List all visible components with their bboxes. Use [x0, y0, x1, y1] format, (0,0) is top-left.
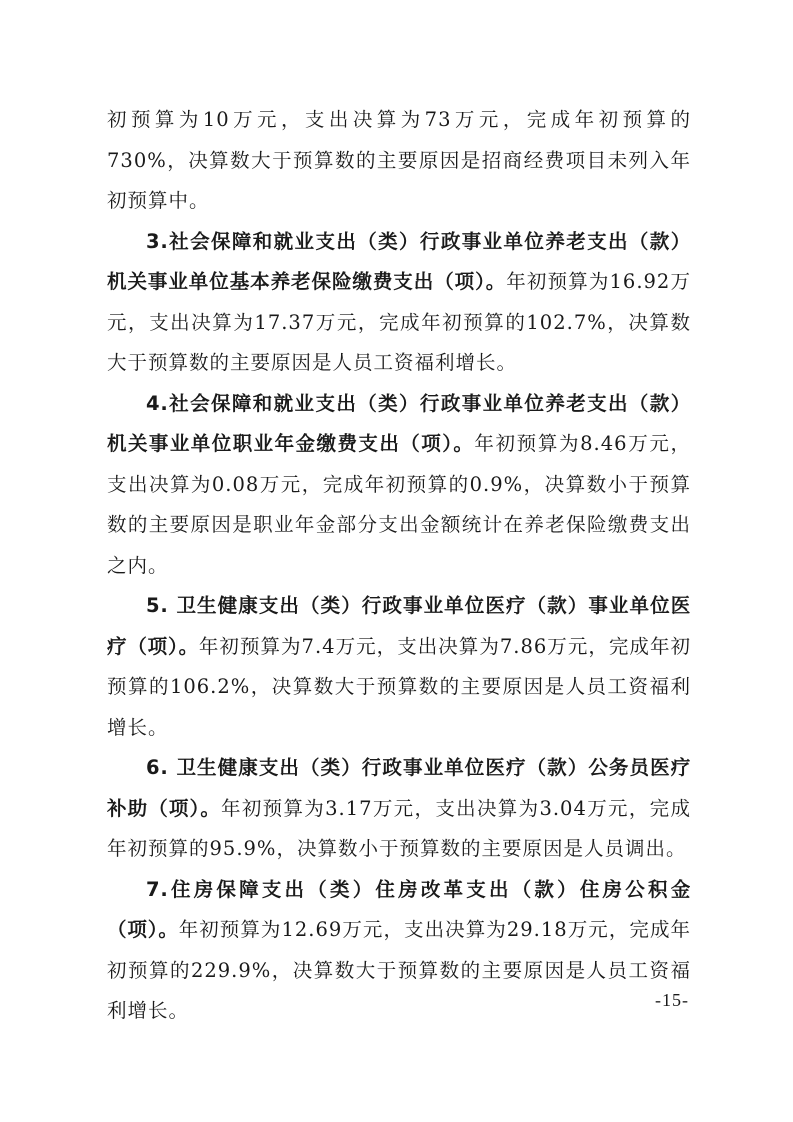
paragraph-item-6	[107, 748, 691, 870]
paragraph-body: 初预算为10万元，支出决算为73万元，完成年初预算的730%，决算数大于预算数的主要原因是招商经费项目未列入年初预算中。	[107, 108, 691, 212]
paragraph-heading: 7.住房保障支出（类）住房改革支出（款）住房公积金（项）。	[107, 877, 691, 941]
paragraph-heading: 5. 卫生健康支出（类）行政事业单位医疗（款）事业单位医疗（项）。	[107, 594, 691, 658]
paragraph-continuation	[107, 100, 691, 222]
paragraph-item-7	[107, 870, 691, 1032]
paragraph-body: 年初预算为3.17万元，支出决算为3.04万元，完成年初预算的95.9%，决算数小于预算数的主要原因是人员调出。	[107, 796, 691, 860]
paragraph-body: 年初预算为7.4万元，支出决算为7.86万元，完成年初预算的106.2%，决算数大于预算数的主要原因是人员工资福利增长。	[107, 634, 691, 739]
paragraph-heading: 6. 卫生健康支出（类）行政事业单位医疗（款）公务员医疗补助（项）。	[107, 756, 691, 820]
paragraph-item-3	[107, 222, 691, 384]
paragraph-item-5	[107, 586, 691, 748]
page-number: -15-	[655, 990, 689, 1010]
paragraph-body: 年初预算为8.46万元，支出决算为0.08万元，完成年初预算的0.9%，决算数小于预算数的主要原因是职业年金部分支出金额统计在养老保险缴费支出之内。	[107, 432, 691, 577]
paragraph-body: 年初预算为12.69万元，支出决算为29.18万元，完成年初预算的229.9%，决算数大于预算数的主要原因是人员工资福利增长。	[107, 918, 691, 1022]
paragraph-body: 年初预算为16.92万元，支出决算为17.37万元，完成年初预算的102.7%，决算数大于预算数的主要原因是人员工资福利增长。	[107, 270, 691, 374]
paragraph-heading: 4.社会保障和就业支出（类）行政事业单位养老支出（款）机关事业单位职业年金缴费支出（项）。	[107, 391, 691, 455]
document-body	[107, 100, 691, 1032]
paragraph-heading: 3.社会保障和就业支出（类）行政事业单位养老支出（款）机关事业单位基本养老保险缴费支出（项）。	[107, 229, 691, 293]
paragraph-item-4	[107, 384, 691, 587]
